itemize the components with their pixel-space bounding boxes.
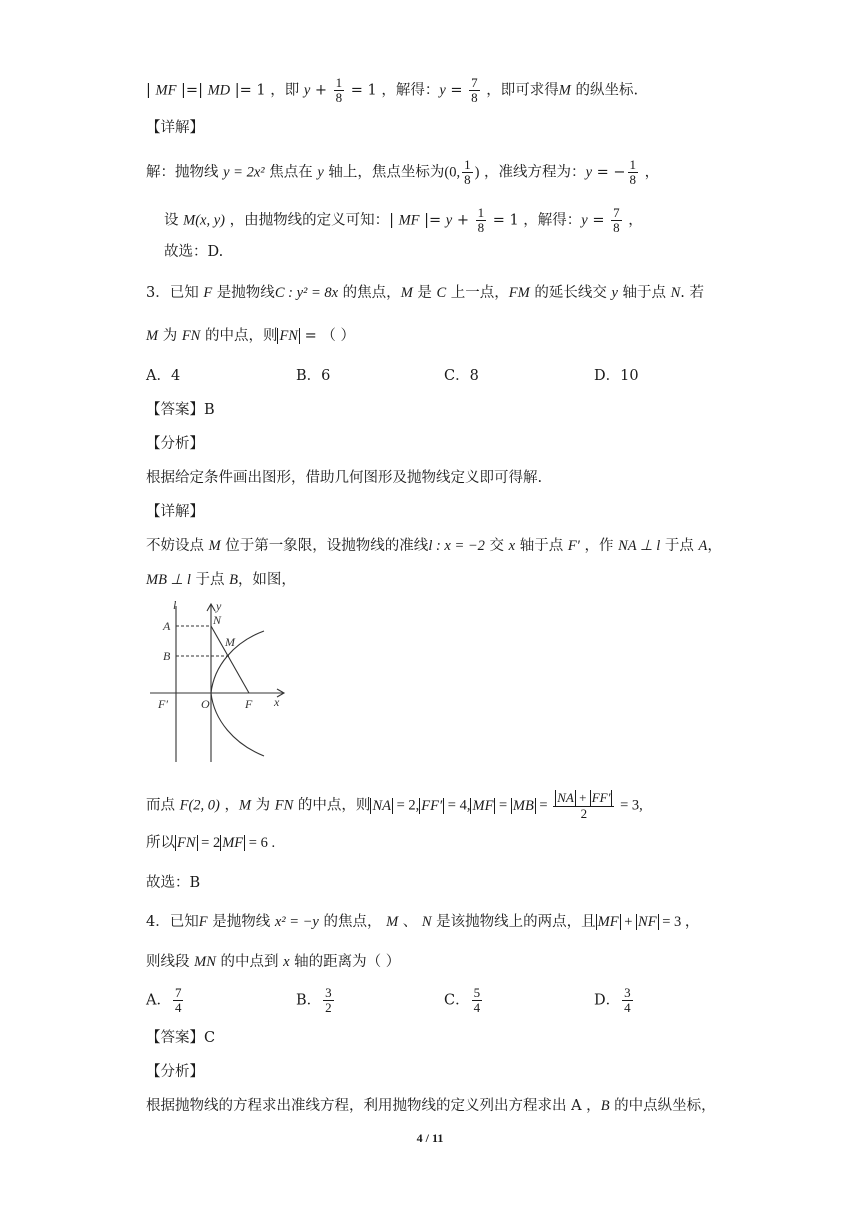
analysis-line-1 — [146, 76, 638, 105]
math-var: F — [198, 914, 208, 930]
text: 轴的距离为（ ） — [289, 954, 401, 970]
text: 的中点到 — [215, 954, 284, 970]
text: = 2 — [197, 835, 221, 851]
choice-line-d: 故选：D. — [164, 244, 224, 260]
fraction-denominator: 8 — [613, 220, 620, 235]
text: |=| — [176, 82, 208, 99]
math-var: y — [439, 82, 446, 99]
text: = 3 ， — [658, 914, 700, 930]
math-abs: MF — [222, 835, 244, 851]
fraction-numerator: 1 — [629, 157, 637, 172]
math-var: x — [508, 538, 516, 554]
text: 不妨设点 — [146, 538, 209, 554]
math-abs: MF — [472, 797, 494, 814]
math-var: M — [238, 797, 252, 814]
math-var: C — [436, 285, 447, 301]
fraction-numerator: 7 — [613, 205, 620, 220]
math-var: y — [581, 212, 588, 229]
text: ， — [219, 797, 239, 814]
text: 的中点纵坐标， — [609, 1098, 716, 1114]
section-heading-detail: 【详解】 — [146, 120, 204, 136]
math-abs: FF′ — [591, 790, 611, 805]
fraction-numerator: 5 — [473, 985, 481, 1000]
math-var: F — [203, 285, 213, 301]
text: 的中点，则 — [293, 797, 371, 814]
fraction — [173, 986, 184, 1015]
math-var: M — [400, 285, 413, 301]
text: 设 — [164, 212, 184, 229]
text: ) — [474, 164, 480, 181]
fraction — [334, 76, 345, 105]
option-label: D． — [594, 992, 621, 1009]
label-B: B — [163, 649, 171, 663]
math-var: MF — [398, 212, 420, 229]
math-var: y — [317, 164, 324, 181]
text: ， — [707, 538, 722, 554]
math-var: FM — [508, 285, 530, 301]
math-var: B — [600, 1098, 610, 1114]
text: 是抛物线 — [212, 285, 275, 301]
q4-option-c — [444, 986, 484, 1015]
text: + — [452, 212, 474, 229]
text: + — [620, 914, 637, 930]
fraction-denominator: 8 — [471, 90, 478, 105]
text: ，作 — [579, 538, 619, 554]
text: ， — [581, 1098, 601, 1114]
text: 焦点在 — [264, 164, 318, 181]
fraction — [622, 986, 633, 1015]
fraction — [462, 158, 473, 187]
text: 4．已知 — [146, 914, 199, 930]
option-label: B． — [296, 992, 322, 1009]
solution-line-1 — [146, 158, 659, 187]
math-abs: NF — [638, 914, 657, 930]
fraction — [469, 76, 480, 105]
fraction-numerator: 3 — [325, 985, 332, 1000]
text: = 1 ，解得： — [488, 212, 582, 229]
question-4-line-2 — [146, 952, 400, 972]
text: 的中点，则 — [200, 328, 278, 344]
math-abs: MF — [597, 914, 619, 930]
q3-option-d: D．10 — [594, 368, 639, 384]
fraction-numerator: 1 — [335, 75, 343, 90]
text: 于点 — [190, 572, 230, 588]
math-abs: FN — [279, 328, 298, 344]
fraction-numerator: 7 — [174, 985, 182, 1000]
math-var: MN — [194, 954, 216, 970]
label-F-prime: F′ — [158, 697, 168, 711]
text: 是 — [412, 285, 437, 301]
math-var: y — [585, 164, 592, 181]
fraction-numerator: 3 — [624, 985, 631, 1000]
q3-detail-line-2 — [146, 570, 296, 590]
text: + — [310, 82, 332, 99]
math-expr: NA ⊥ l — [618, 538, 661, 554]
math-expr: M(x, y) — [183, 212, 225, 229]
text: 是该抛物线上的两点，且 — [431, 914, 596, 930]
text: 轴上，焦点坐标为 — [323, 164, 445, 181]
math-var: y — [303, 82, 311, 99]
q3-analysis-heading: 【分析】 — [146, 436, 204, 452]
fraction-numerator: 1 — [477, 205, 485, 220]
math-var: MD — [207, 82, 231, 99]
text: . 若 — [680, 285, 704, 301]
text: = 2, — [392, 797, 420, 814]
label-l: l — [173, 598, 177, 612]
math-var: M — [208, 538, 221, 554]
question-3-line-1 — [146, 283, 704, 303]
q3-detail-line-1 — [146, 536, 722, 556]
fraction — [611, 206, 622, 235]
fraction-numerator — [553, 790, 614, 807]
text: = — [495, 797, 511, 814]
page-number: 4 / 11 — [416, 1131, 444, 1145]
fraction-numerator: 1 — [464, 157, 471, 172]
text: = （ ） — [299, 328, 355, 344]
math-expr: F(2, 0) — [179, 797, 220, 814]
math-expr: x² = −y — [274, 914, 319, 930]
text: 交 — [484, 538, 509, 554]
fraction-denominator: 4 — [624, 1000, 631, 1015]
text: ， — [623, 212, 643, 229]
fraction — [553, 790, 614, 821]
q4-option-a — [146, 986, 185, 1015]
fraction-denominator: 8 — [477, 220, 485, 235]
text: 则线段 — [146, 954, 195, 970]
text: = 3, — [616, 797, 643, 814]
math-var: F′ — [567, 538, 580, 554]
math-expr: l : x = −2 — [428, 538, 485, 554]
fraction — [628, 158, 639, 187]
label-x: x — [274, 695, 280, 709]
math-abs: FN — [177, 835, 196, 851]
math-var: N — [421, 914, 432, 930]
q3-option-c: C．8 — [444, 368, 479, 384]
q3-detail-line-4 — [146, 833, 275, 853]
math-var: y — [445, 212, 453, 229]
q3-choose: 故选：B — [146, 875, 201, 891]
text: (0, — [444, 164, 461, 181]
label-A: A — [163, 619, 171, 633]
q3-detail-heading: 【详解】 — [146, 504, 204, 520]
option-label: A． — [146, 992, 171, 1009]
math-var: y — [611, 285, 618, 301]
label-N: N — [213, 613, 222, 627]
text: |= — [419, 212, 446, 229]
fraction-denominator: 2 — [580, 806, 588, 821]
text: ，即可求得 — [481, 82, 559, 99]
math-expr: y = 2x² — [223, 164, 265, 181]
math-var: M — [558, 82, 571, 99]
text: ，准线方程为： — [479, 164, 586, 181]
text: 而点 — [146, 797, 180, 814]
q3-analysis-text: 根据给定条件画出图形，借助几何图形及抛物线定义即可得解. — [146, 470, 543, 486]
math-var: M — [386, 914, 399, 930]
fraction-denominator: 8 — [629, 172, 637, 187]
text: 解：抛物线 — [146, 164, 224, 181]
text: = — [587, 212, 610, 229]
text: = − — [592, 164, 626, 181]
q3-option-a: A．4 — [146, 368, 181, 384]
text: 上一点， — [446, 285, 509, 301]
text: 根据抛物线的方程求出准线方程，利用抛物线的定义列出方程求出 A — [146, 1098, 582, 1114]
math-var: N — [670, 285, 681, 301]
math-var: B — [229, 572, 238, 588]
text: 为 — [251, 797, 275, 814]
math-var: FN — [181, 328, 201, 344]
fraction-denominator: 8 — [335, 90, 343, 105]
text: ，如图， — [237, 572, 296, 588]
fraction — [476, 206, 487, 235]
text: = 4, — [444, 797, 471, 814]
label-M: M — [225, 635, 235, 649]
label-F: F — [245, 697, 253, 711]
text: | — [146, 82, 156, 99]
q4-option-b — [296, 986, 336, 1015]
label-O: O — [201, 697, 210, 711]
text: 的延长线交 — [529, 285, 612, 301]
text: ， — [640, 164, 660, 181]
text: 位于第一象限，设抛物线的准线 — [220, 538, 429, 554]
math-abs: MB — [512, 797, 534, 814]
text: 的纵坐标. — [570, 82, 639, 99]
math-expr: C : y² = 8x — [274, 285, 339, 301]
fraction-denominator: 4 — [473, 1000, 481, 1015]
math-expr: MB ⊥ l — [146, 572, 191, 588]
text: 于点 — [660, 538, 699, 554]
text: 所以 — [146, 835, 175, 851]
math-abs: FF′ — [421, 797, 443, 814]
text: 为 — [158, 328, 182, 344]
text: + — [575, 790, 590, 805]
question-4-line-1 — [146, 912, 699, 932]
fraction-denominator: 2 — [325, 1000, 332, 1015]
math-var: MF — [155, 82, 177, 99]
q3-option-b: B．6 — [296, 368, 331, 384]
text: 轴于点 — [515, 538, 568, 554]
text: = 1 ，解得： — [346, 82, 440, 99]
math-var: A — [698, 538, 708, 554]
q3-detail-line-3 — [146, 790, 643, 821]
text: 的焦点， — [318, 914, 387, 930]
text: = 6 . — [245, 835, 276, 851]
parabola-figure — [146, 596, 296, 766]
text: |= 1 ，即 — [230, 82, 304, 99]
text: 3．已知 — [146, 285, 204, 301]
solution-line-2 — [164, 206, 643, 235]
math-var: FN — [274, 797, 294, 814]
text: 轴于点 — [617, 285, 671, 301]
text: 是抛物线 — [207, 914, 275, 930]
question-3-line-2 — [146, 326, 355, 346]
math-abs: NA — [557, 790, 574, 805]
label-y: y — [216, 599, 222, 613]
text: 、 — [398, 914, 422, 930]
text: ，由抛物线的定义可知：| — [224, 212, 399, 229]
text: = — [535, 797, 552, 814]
fraction-denominator: 8 — [464, 172, 471, 187]
q4-option-d — [594, 986, 635, 1015]
text: 的焦点， — [338, 285, 401, 301]
fraction — [472, 986, 483, 1015]
fraction-denominator: 4 — [174, 1000, 182, 1015]
fraction-numerator: 7 — [471, 75, 478, 90]
math-abs: NA — [372, 797, 391, 814]
q3-answer: 【答案】B — [146, 402, 215, 418]
q4-answer: 【答案】C — [146, 1030, 216, 1046]
fraction — [323, 986, 334, 1015]
q4-analysis-text — [146, 1096, 716, 1116]
math-var: x — [283, 954, 290, 970]
text: = — [445, 82, 468, 99]
math-var: M — [146, 328, 159, 344]
q4-analysis-heading: 【分析】 — [146, 1064, 204, 1080]
option-label: C． — [444, 992, 470, 1009]
